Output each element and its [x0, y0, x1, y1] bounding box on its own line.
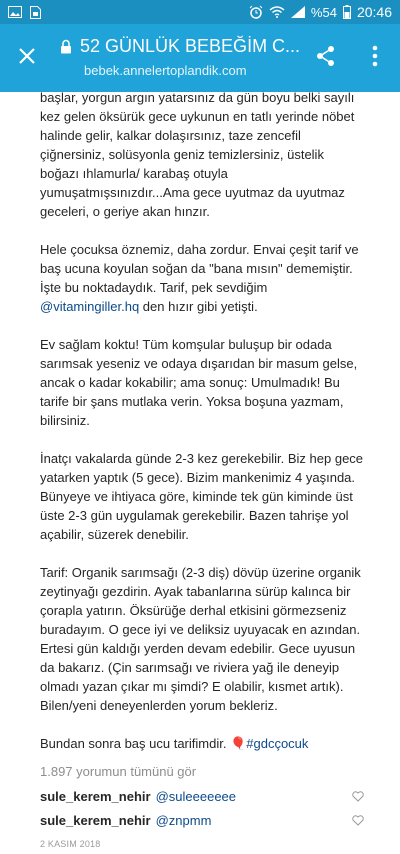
- post-paragraph: Ev sağlam koktu! Tüm komşular buluşup bir odada sarımsak yeseniz ve odaya dışarıdan bir masum gelse, ancak o kadar kokabilir; ama sonuç: Umulmadık! Bu tarife bir şans mutlaka verin. Yoksa boşuna yazmam, bilirsiniz.: [40, 337, 358, 428]
- clock: 20:46: [356, 4, 392, 20]
- mention-link[interactable]: @vitamingiller.hq: [40, 299, 140, 314]
- view-all-comments-link[interactable]: 1.897 yorumun tümünü gör: [40, 764, 197, 779]
- alarm-icon: [249, 5, 263, 19]
- image-icon: [8, 6, 22, 18]
- close-icon: [18, 47, 36, 70]
- more-options-button[interactable]: [360, 42, 390, 74]
- post-content: [0, 90, 400, 849]
- battery-percent: %54: [310, 4, 337, 20]
- post-text: Hele çocuksa öznemiz, daha zordur. Envai çeşit tarif ve baş ucuna koyulan soğan da "bana mısın" dememiştir. İşte bu noktadaydık. Tarif, pek sevdiğim: [40, 242, 359, 295]
- post-paragraph: Tarif: Organik sarımsağı (2-3 diş) dövüp üzerine organik zeytinyağı gezdirin. Ayak tabanlarına sürüp kalınca bir çorapla yatırın. Öksürüğe derhal etkisini görmezseniz buradayım. O gece iyi ve deliksiz uyuyacak en azından. Ertesi gün kaldığı yerden devam edebilir. Gece uyusun da bakarız. (Çin sarımsağı ve riviera yağ ile deneyip olmadı yazan çıkar mı şimdi? E olabilir, kısmet artık). Bilen/yeni deneyenlerden yorum bekleriz.: [40, 565, 361, 713]
- status-bar: [0, 0, 400, 24]
- post-paragraph: başlar, yorgun argın yatarsınız da gün boyu belki sayılı kez gelen öksürük gece uykunun en tatlı yerinde nöbet halinde gelir, kalkar dolaşırsınız, taze zencefil çiğnersiniz, solüsyonla geniz temizlersiniz, üstelik boğazı ıhlamurla/ karabaş otuyla yumuşatmışsınızdır...Ama gece uyutmaz da uyutmaz geceleri, o geriye akan hınzır.: [40, 90, 355, 219]
- comment-mention[interactable]: @suleeeeeee: [155, 789, 237, 804]
- like-heart-icon[interactable]: [352, 815, 364, 826]
- share-button[interactable]: [312, 44, 340, 72]
- page-title: 52 GÜNLÜK BEBEĞİM C...: [80, 36, 301, 56]
- title-area: [60, 36, 310, 78]
- post-text: den hızır gibi yetişti.: [139, 299, 258, 314]
- battery-icon: [343, 5, 351, 19]
- more-vert-icon: [372, 45, 378, 72]
- post-paragraph: [40, 240, 364, 316]
- browser-toolbar: [0, 24, 400, 92]
- post-text: Bundan sonra baş ucu tarifimdir.: [40, 736, 231, 751]
- lock-icon: [60, 39, 72, 54]
- balloon-emoji: 🎈: [230, 736, 247, 751]
- comment-mention[interactable]: @znpmm: [155, 813, 212, 828]
- comment-row: [40, 787, 364, 806]
- hashtag-link[interactable]: #gdcçocuk: [246, 736, 309, 751]
- share-icon: [316, 45, 336, 72]
- page-url: bebek.annelertoplandik.com: [84, 63, 247, 78]
- wifi-icon: [269, 6, 285, 18]
- sim-icon: [30, 6, 41, 19]
- signal-icon: [291, 6, 305, 18]
- like-heart-icon[interactable]: [352, 791, 364, 802]
- post-paragraph: [40, 734, 364, 753]
- comment-username[interactable]: sule_kerem_nehir: [40, 789, 151, 804]
- post-date: 2 KASIM 2018: [40, 839, 101, 849]
- comment-username[interactable]: sule_kerem_nehir: [40, 813, 151, 828]
- close-button[interactable]: [12, 43, 42, 73]
- post-paragraph: İnatçı vakalarda günde 2-3 kez gerekebilir. Biz hep gece yatarken yaptık (5 gece). Bizim mankenimiz 4 yaşında. Bünyeye ve ihtiyaca göre, kiminde tek gün kiminde üst üste 2-3 gün uygulamak gerekebilir. Bazen tahrişe yol açabilir, süzerek denebilir.: [40, 451, 364, 542]
- comment-row: [40, 811, 364, 830]
